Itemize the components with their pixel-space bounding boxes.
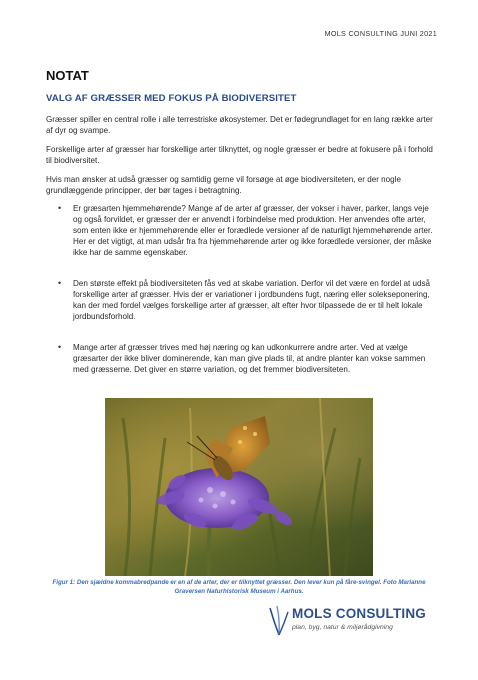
list-item-text: Er græsarten hjemmehørende? Mange af de arter af græsser, der vokser i haver, parker, langs veje og også forvildet, er græsser der er anvendt i forbindelse med produktion. Her anvendes ofte arter, som enten ikke er hjemmehørende eller er forædlede versioner af de naturligt hjemmehørende arter. Her er det vigtigt, at man udsår fra fra hjemmehørende arter og ikke forædlede versioner, der måske ikke har de samme egenskaber. bbox=[73, 204, 433, 257]
logo-tagline: plan, byg, natur & miljørådgivning bbox=[292, 624, 393, 631]
list-item bbox=[46, 342, 436, 375]
document-type-heading: NOTAT bbox=[46, 68, 89, 83]
list-item bbox=[46, 278, 436, 322]
paragraph-principles: Hvis man ønsker at udså græsser og samtidig gerne vil forsøge at øge biodiversiteten, er der nogle grundlæggende principper, der bør tages i betragtning. bbox=[46, 175, 401, 195]
company-logo bbox=[268, 604, 438, 638]
figure-caption: Figur 1: Den sjældne kommabredpande er en af de arter, der er tilknyttet græsser. Den lever kun på fåre-svingel. Foto Marianne Graversen Naturhistorisk Museum i Aarhus. bbox=[52, 579, 426, 595]
document-title: VALG AF GRÆSSER MED FOKUS PÅ BIODIVERSITET bbox=[46, 93, 297, 104]
list-item-text: Den største effekt på biodiversiteten fås ved at skabe variation. Derfor vil det være en fordel at udså forskellige arter af græsser. Hvis der er variationer i jordbundens fugt, næring eller solekseponering, kan der med fordel vælges forskellige arter af græsser, alt efter hvor tilpassede de er til helt lokale jordbundsforhold. bbox=[73, 279, 431, 321]
bullet-icon: • bbox=[58, 203, 62, 213]
paragraph-intro: Græsser spiller en central rolle i alle terrestriske økosystemer. Det er fødegrundlaget for en lang række arter af dyr og svampe. bbox=[46, 115, 433, 135]
list-item bbox=[46, 203, 436, 258]
logo-name: MOLS CONSULTING bbox=[292, 606, 426, 621]
bullet-icon: • bbox=[58, 278, 62, 288]
bullet-icon: • bbox=[58, 342, 62, 352]
principles-list bbox=[46, 203, 436, 395]
list-item-text: Mange arter af græsser trives med høj næring og kan udkonkurrere andre arter. Ved at vælge græsarter der ikke bliver dominerende, kan man give plads til, at andre planter kan vokse sammen med græsserne. Det giver en større variation, og det fremmer biodiversiteten. bbox=[73, 343, 426, 374]
paragraph-species: Forskellige arter af græsser har forskellige arter tilknyttet, og nogle græsser er bedre at fokusere på i forhold til biodiversitet. bbox=[46, 145, 433, 165]
butterfly-on-flower-photo bbox=[105, 398, 373, 576]
header-company-date: MOLS CONSULTING JUNI 2021 bbox=[324, 29, 437, 38]
grass-leaf-icon bbox=[268, 604, 290, 636]
